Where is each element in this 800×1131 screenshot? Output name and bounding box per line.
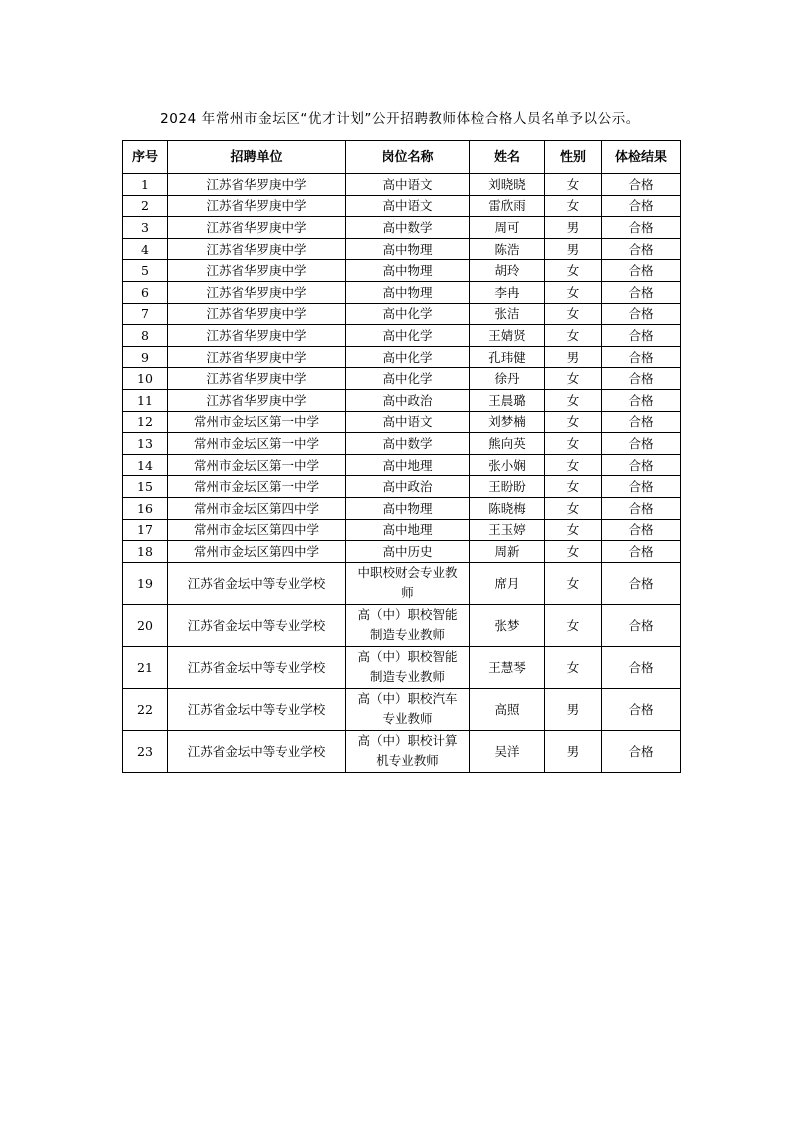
table-row bbox=[123, 174, 681, 196]
column-header-result: 体检结果 bbox=[602, 141, 681, 174]
table-row bbox=[123, 646, 681, 688]
cell-gender: 女 bbox=[545, 303, 602, 325]
cell-gender: 女 bbox=[545, 281, 602, 303]
cell-result: 合格 bbox=[602, 454, 681, 476]
cell-gender: 男 bbox=[545, 217, 602, 239]
table-body bbox=[123, 174, 681, 773]
cell-gender: 女 bbox=[545, 646, 602, 688]
cell-position: 高（中）职校计算机专业教师 bbox=[346, 730, 470, 772]
cell-result: 合格 bbox=[602, 303, 681, 325]
cell-index: 20 bbox=[123, 604, 168, 646]
cell-position: 高中数学 bbox=[346, 433, 470, 455]
cell-result: 合格 bbox=[602, 562, 681, 604]
cell-unit: 常州市金坛区第一中学 bbox=[168, 411, 346, 433]
cell-position: 高中化学 bbox=[346, 368, 470, 390]
cell-index: 9 bbox=[123, 346, 168, 368]
cell-index: 19 bbox=[123, 562, 168, 604]
cell-index: 2 bbox=[123, 195, 168, 217]
cell-position: 高中数学 bbox=[346, 217, 470, 239]
cell-index: 1 bbox=[123, 174, 168, 196]
column-header-index: 序号 bbox=[123, 141, 168, 174]
cell-gender: 女 bbox=[545, 389, 602, 411]
cell-position: 高中物理 bbox=[346, 281, 470, 303]
table-row bbox=[123, 411, 681, 433]
cell-index: 17 bbox=[123, 519, 168, 541]
cell-position: 高中化学 bbox=[346, 346, 470, 368]
cell-index: 8 bbox=[123, 325, 168, 347]
cell-unit: 江苏省华罗庚中学 bbox=[168, 260, 346, 282]
cell-name: 王晨璐 bbox=[470, 389, 545, 411]
cell-name: 刘梦楠 bbox=[470, 411, 545, 433]
cell-unit: 江苏省金坛中等专业学校 bbox=[168, 730, 346, 772]
page-title: 2024 年常州市金坛区“优才计划”公开招聘教师体检合格人员名单予以公示。 bbox=[160, 111, 640, 127]
cell-position: 高中历史 bbox=[346, 541, 470, 563]
cell-name: 陈浩 bbox=[470, 238, 545, 260]
cell-result: 合格 bbox=[602, 389, 681, 411]
cell-position: 高（中）职校汽车专业教师 bbox=[346, 688, 470, 730]
cell-gender: 女 bbox=[545, 454, 602, 476]
cell-position: 高中化学 bbox=[346, 303, 470, 325]
cell-name: 熊向英 bbox=[470, 433, 545, 455]
cell-result: 合格 bbox=[602, 368, 681, 390]
cell-unit: 江苏省华罗庚中学 bbox=[168, 281, 346, 303]
cell-position: 高中物理 bbox=[346, 497, 470, 519]
cell-name: 王婧贤 bbox=[470, 325, 545, 347]
cell-unit: 江苏省华罗庚中学 bbox=[168, 389, 346, 411]
cell-result: 合格 bbox=[602, 497, 681, 519]
cell-result: 合格 bbox=[602, 325, 681, 347]
cell-index: 18 bbox=[123, 541, 168, 563]
cell-name: 席月 bbox=[470, 562, 545, 604]
cell-result: 合格 bbox=[602, 646, 681, 688]
cell-name: 王慧琴 bbox=[470, 646, 545, 688]
cell-position: 高（中）职校智能制造专业教师 bbox=[346, 604, 470, 646]
cell-position: 高中语文 bbox=[346, 195, 470, 217]
cell-result: 合格 bbox=[602, 688, 681, 730]
table-row bbox=[123, 541, 681, 563]
table-row bbox=[123, 368, 681, 390]
table-row bbox=[123, 433, 681, 455]
cell-unit: 常州市金坛区第一中学 bbox=[168, 433, 346, 455]
cell-index: 4 bbox=[123, 238, 168, 260]
cell-gender: 男 bbox=[545, 238, 602, 260]
cell-name: 高照 bbox=[470, 688, 545, 730]
cell-unit: 江苏省华罗庚中学 bbox=[168, 346, 346, 368]
cell-position: 高中政治 bbox=[346, 476, 470, 498]
cell-position: 中职校财会专业教师 bbox=[346, 562, 470, 604]
table-row bbox=[123, 454, 681, 476]
cell-position: 高中地理 bbox=[346, 454, 470, 476]
cell-index: 15 bbox=[123, 476, 168, 498]
table-row bbox=[123, 730, 681, 772]
cell-index: 13 bbox=[123, 433, 168, 455]
cell-name: 胡玲 bbox=[470, 260, 545, 282]
table-row bbox=[123, 346, 681, 368]
cell-result: 合格 bbox=[602, 433, 681, 455]
cell-gender: 女 bbox=[545, 541, 602, 563]
table-row bbox=[123, 476, 681, 498]
cell-gender: 女 bbox=[545, 433, 602, 455]
table-row bbox=[123, 217, 681, 239]
cell-index: 10 bbox=[123, 368, 168, 390]
cell-gender: 女 bbox=[545, 195, 602, 217]
cell-index: 3 bbox=[123, 217, 168, 239]
cell-name: 张洁 bbox=[470, 303, 545, 325]
cell-result: 合格 bbox=[602, 346, 681, 368]
cell-unit: 常州市金坛区第四中学 bbox=[168, 541, 346, 563]
table-row bbox=[123, 325, 681, 347]
cell-name: 孔玮健 bbox=[470, 346, 545, 368]
cell-index: 16 bbox=[123, 497, 168, 519]
column-header-gender: 性别 bbox=[545, 141, 602, 174]
cell-gender: 男 bbox=[545, 730, 602, 772]
cell-unit: 江苏省华罗庚中学 bbox=[168, 195, 346, 217]
table-row bbox=[123, 389, 681, 411]
cell-gender: 女 bbox=[545, 562, 602, 604]
cell-unit: 江苏省华罗庚中学 bbox=[168, 217, 346, 239]
cell-unit: 江苏省华罗庚中学 bbox=[168, 325, 346, 347]
cell-name: 徐丹 bbox=[470, 368, 545, 390]
cell-unit: 江苏省金坛中等专业学校 bbox=[168, 646, 346, 688]
table-row bbox=[123, 562, 681, 604]
cell-position: 高中物理 bbox=[346, 238, 470, 260]
cell-result: 合格 bbox=[602, 174, 681, 196]
cell-unit: 江苏省金坛中等专业学校 bbox=[168, 688, 346, 730]
cell-unit: 常州市金坛区第四中学 bbox=[168, 519, 346, 541]
cell-result: 合格 bbox=[602, 195, 681, 217]
table-row bbox=[123, 281, 681, 303]
table-row bbox=[123, 238, 681, 260]
cell-position: 高中地理 bbox=[346, 519, 470, 541]
cell-name: 张梦 bbox=[470, 604, 545, 646]
cell-index: 21 bbox=[123, 646, 168, 688]
cell-unit: 江苏省华罗庚中学 bbox=[168, 238, 346, 260]
column-header-position: 岗位名称 bbox=[346, 141, 470, 174]
cell-gender: 男 bbox=[545, 346, 602, 368]
cell-gender: 男 bbox=[545, 688, 602, 730]
cell-result: 合格 bbox=[602, 217, 681, 239]
cell-result: 合格 bbox=[602, 604, 681, 646]
cell-name: 张小娴 bbox=[470, 454, 545, 476]
table-row bbox=[123, 604, 681, 646]
cell-gender: 女 bbox=[545, 476, 602, 498]
column-header-name: 姓名 bbox=[470, 141, 545, 174]
cell-gender: 女 bbox=[545, 325, 602, 347]
cell-unit: 常州市金坛区第四中学 bbox=[168, 497, 346, 519]
cell-unit: 常州市金坛区第一中学 bbox=[168, 476, 346, 498]
table-row bbox=[123, 497, 681, 519]
cell-unit: 江苏省华罗庚中学 bbox=[168, 303, 346, 325]
cell-result: 合格 bbox=[602, 260, 681, 282]
table-row bbox=[123, 688, 681, 730]
cell-name: 王玉婷 bbox=[470, 519, 545, 541]
cell-position: 高中化学 bbox=[346, 325, 470, 347]
cell-name: 周可 bbox=[470, 217, 545, 239]
cell-gender: 女 bbox=[545, 497, 602, 519]
cell-index: 14 bbox=[123, 454, 168, 476]
cell-index: 22 bbox=[123, 688, 168, 730]
cell-name: 陈晓梅 bbox=[470, 497, 545, 519]
table-row bbox=[123, 303, 681, 325]
cell-index: 12 bbox=[123, 411, 168, 433]
cell-result: 合格 bbox=[602, 411, 681, 433]
cell-name: 李冉 bbox=[470, 281, 545, 303]
table-row bbox=[123, 519, 681, 541]
cell-unit: 常州市金坛区第一中学 bbox=[168, 454, 346, 476]
cell-index: 7 bbox=[123, 303, 168, 325]
cell-position: 高中物理 bbox=[346, 260, 470, 282]
cell-index: 11 bbox=[123, 389, 168, 411]
cell-gender: 女 bbox=[545, 519, 602, 541]
cell-result: 合格 bbox=[602, 730, 681, 772]
column-header-unit: 招聘单位 bbox=[168, 141, 346, 174]
cell-gender: 女 bbox=[545, 174, 602, 196]
medical-exam-results-table bbox=[122, 140, 681, 773]
cell-gender: 女 bbox=[545, 260, 602, 282]
cell-name: 刘晓晓 bbox=[470, 174, 545, 196]
table-row bbox=[123, 195, 681, 217]
cell-gender: 女 bbox=[545, 368, 602, 390]
cell-name: 王盼盼 bbox=[470, 476, 545, 498]
cell-index: 5 bbox=[123, 260, 168, 282]
cell-unit: 江苏省华罗庚中学 bbox=[168, 174, 346, 196]
cell-index: 6 bbox=[123, 281, 168, 303]
cell-result: 合格 bbox=[602, 238, 681, 260]
cell-name: 吴洋 bbox=[470, 730, 545, 772]
cell-position: 高中语文 bbox=[346, 411, 470, 433]
cell-name: 雷欣雨 bbox=[470, 195, 545, 217]
cell-position: 高（中）职校智能制造专业教师 bbox=[346, 646, 470, 688]
cell-position: 高中语文 bbox=[346, 174, 470, 196]
cell-result: 合格 bbox=[602, 476, 681, 498]
cell-unit: 江苏省金坛中等专业学校 bbox=[168, 562, 346, 604]
cell-result: 合格 bbox=[602, 519, 681, 541]
table-row bbox=[123, 260, 681, 282]
cell-unit: 江苏省华罗庚中学 bbox=[168, 368, 346, 390]
cell-result: 合格 bbox=[602, 281, 681, 303]
table-header-row bbox=[123, 141, 681, 174]
cell-index: 23 bbox=[123, 730, 168, 772]
cell-gender: 女 bbox=[545, 411, 602, 433]
cell-name: 周新 bbox=[470, 541, 545, 563]
cell-gender: 女 bbox=[545, 604, 602, 646]
cell-unit: 江苏省金坛中等专业学校 bbox=[168, 604, 346, 646]
cell-position: 高中政治 bbox=[346, 389, 470, 411]
cell-result: 合格 bbox=[602, 541, 681, 563]
